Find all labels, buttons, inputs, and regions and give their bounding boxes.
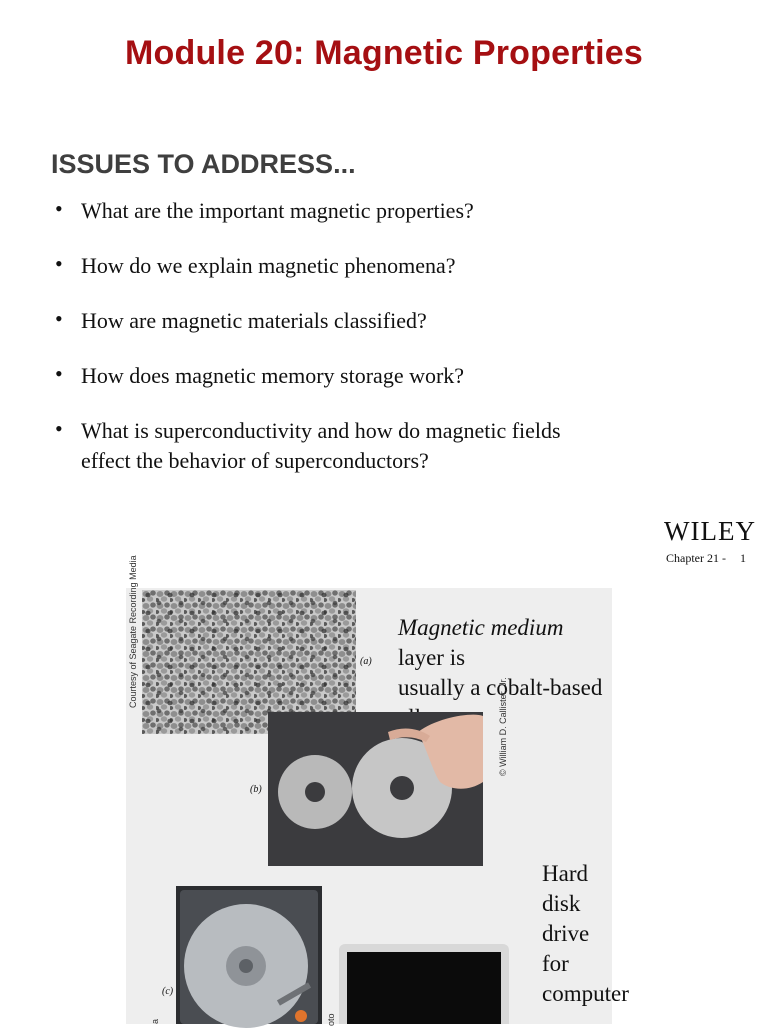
list-item-text: How do we explain magnetic phenomena? — [81, 253, 456, 278]
caption-text-line1: Hard disk drive — [542, 861, 590, 946]
list-item — [55, 196, 615, 226]
figure-label-a: (a) — [360, 656, 372, 667]
issues-heading: ISSUES TO ADDRESS... — [51, 149, 356, 179]
list-item-text: How are magnetic materials classified? — [81, 308, 427, 333]
caption-text-line2: usually a cobalt-based — [398, 675, 603, 700]
disk-platter-icon — [268, 712, 483, 866]
list-item — [55, 416, 615, 476]
list-item-text: How does magnetic memory storage work? — [81, 363, 465, 388]
caption-hard-disk — [542, 859, 629, 1009]
laptop-photo — [339, 944, 509, 1024]
caption-text: layer is — [398, 645, 466, 670]
slide-2 — [126, 555, 629, 1026]
list-item — [55, 251, 615, 281]
figure-label-c: (c) — [162, 986, 174, 997]
list-item — [55, 361, 615, 391]
figure-label-b: (b) — [250, 784, 262, 795]
laptop-screen — [347, 952, 501, 1024]
list-item-text: What is superconductivity and how do magnetic fields effect the behavior of superconductors? — [81, 418, 561, 473]
list-item-text: What are the important magnetic properties? — [81, 198, 474, 223]
caption-italic-term: Magnetic medium — [398, 615, 564, 640]
credit-fragment-d: oto — [326, 1013, 336, 1026]
issues-list — [55, 196, 615, 501]
bullet-icon: • — [55, 196, 63, 221]
bullet-icon: • — [55, 361, 63, 386]
credit-fragment-c: a — [150, 1018, 160, 1024]
wiley-logo: WILEY — [664, 516, 756, 546]
bullet-icon: • — [55, 251, 63, 276]
footer-page-number: 1 — [739, 551, 746, 565]
hard-drive-photo — [176, 886, 322, 1024]
slide-title: Module 20: Magnetic Properties — [125, 34, 643, 72]
disk-platter-photo — [268, 712, 483, 866]
hard-drive-icon — [176, 886, 322, 1024]
bullet-icon: • — [55, 306, 63, 331]
slide-footer — [666, 551, 746, 566]
bullet-icon: • — [55, 416, 63, 441]
credit-seagate: Courtesy of Seagate Recording Media — [128, 555, 138, 708]
footer-chapter: Chapter 21 - — [666, 551, 726, 565]
caption-text-line2: for computer — [542, 951, 629, 1006]
list-item — [55, 306, 615, 336]
credit-callister-visible: © William D. Callister, Jr. — [498, 677, 508, 776]
